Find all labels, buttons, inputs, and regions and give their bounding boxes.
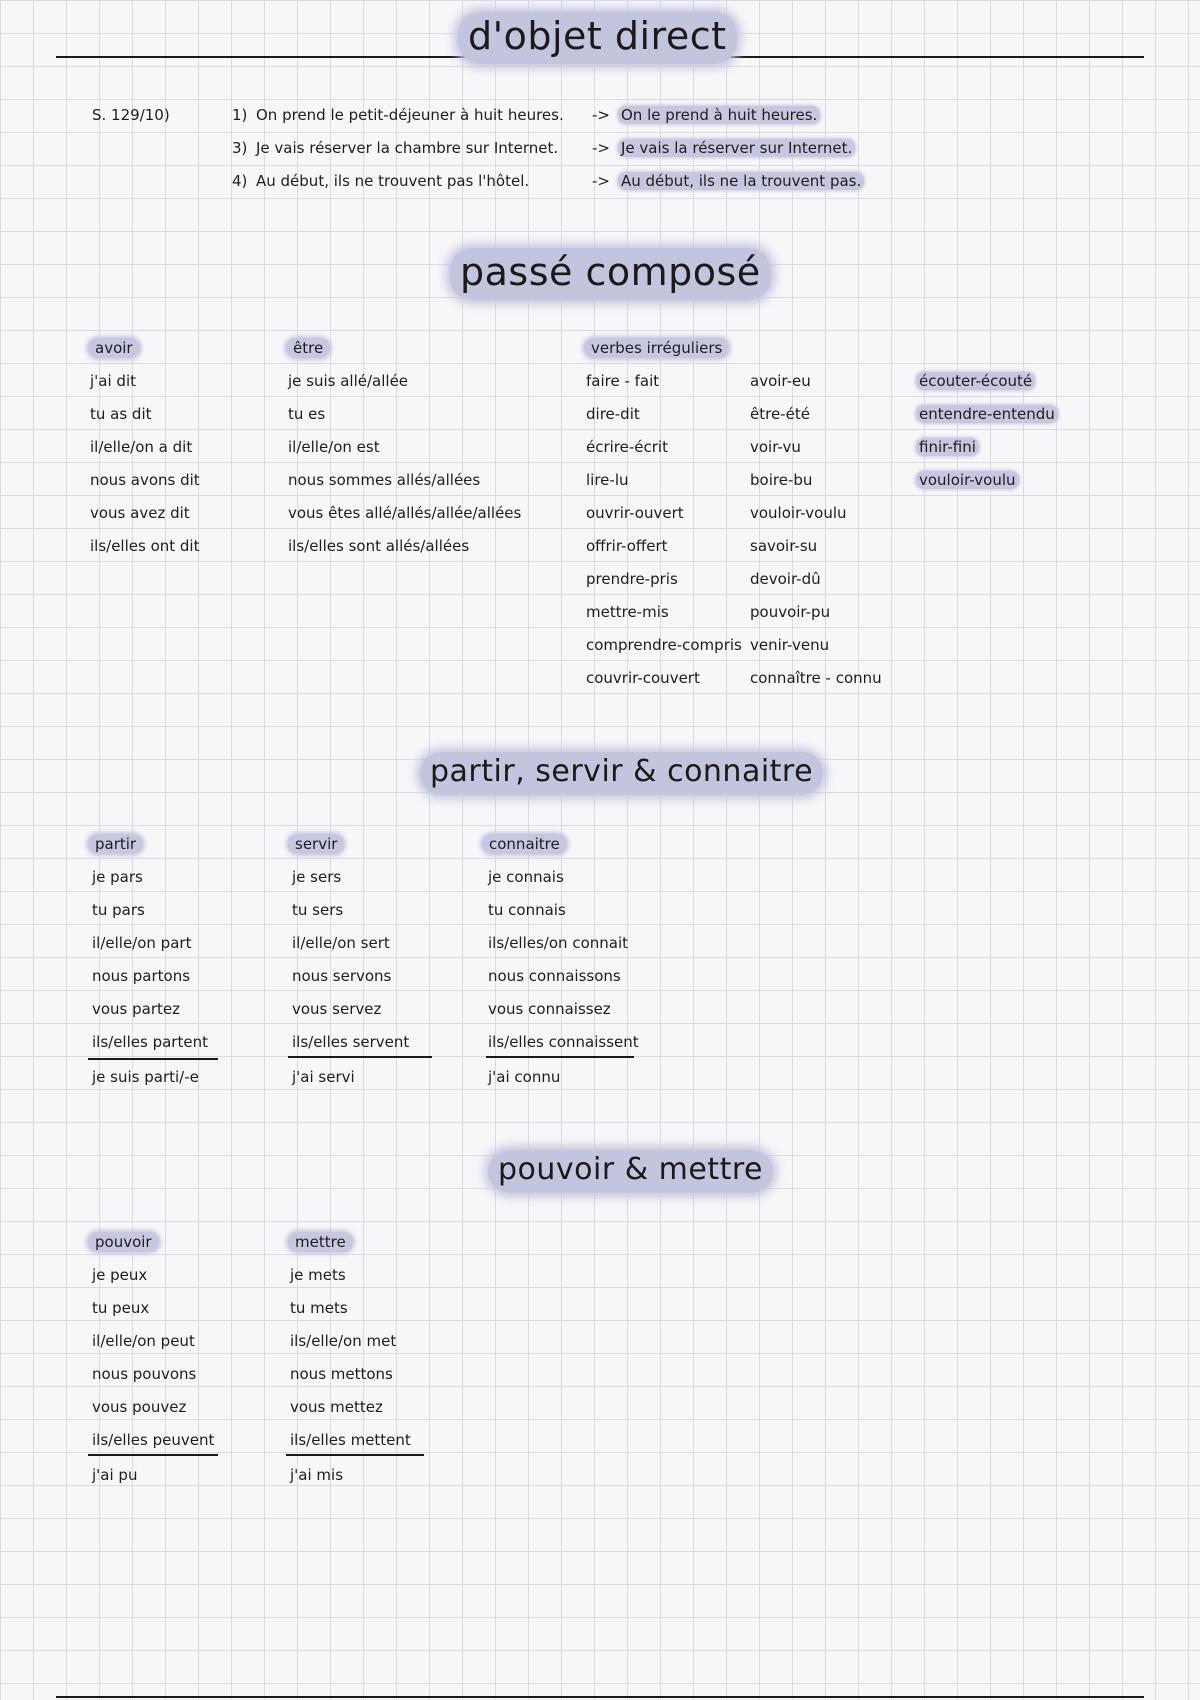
list-item: ils/elles/on connait [488, 934, 628, 952]
section-title-objet-direct: d'objet direct [458, 14, 737, 58]
label-verbes-irreguliers: verbes irréguliers [584, 338, 729, 358]
list-item [916, 471, 1019, 489]
label-pouvoir: pouvoir [88, 1232, 159, 1252]
list-item: nous pouvons [92, 1365, 197, 1383]
list-item: tu es [288, 405, 326, 423]
list-item: lire-lu [586, 471, 629, 489]
divider [88, 1454, 218, 1456]
list-item: il/elle/on est [288, 438, 380, 456]
arrow: -> [592, 172, 610, 190]
list-item: dire-dit [586, 405, 640, 423]
list-item: vous connaissez [488, 1000, 611, 1018]
list-item: nous sommes allés/allées [288, 471, 481, 489]
list-item: prendre-pris [586, 570, 678, 588]
list-item: je sers [292, 868, 342, 886]
list-item: boire-bu [750, 471, 813, 489]
passe-compose-form: je suis parti/-e [92, 1068, 199, 1086]
exercise-answer [618, 139, 855, 157]
list-item: nous servons [292, 967, 392, 985]
list-item: ils/elles connaissent [488, 1033, 639, 1051]
list-item: avoir-eu [750, 372, 811, 390]
exercise-number: 4) [232, 172, 248, 190]
list-item: tu peux [92, 1299, 150, 1317]
section-title-partir-servir-connaitre: partir, servir & connaitre [420, 754, 823, 789]
list-item: je mets [290, 1266, 346, 1284]
arrow: -> [592, 139, 610, 157]
list-item: ils/elles servent [292, 1033, 410, 1051]
list-item: vous servez [292, 1000, 382, 1018]
list-item: tu mets [290, 1299, 348, 1317]
list-item: ils/elles sont allés/allées [288, 537, 470, 555]
list-item: couvrir-couvert [586, 669, 700, 687]
divider [88, 1058, 218, 1060]
list-item: il/elle/on a dit [90, 438, 193, 456]
list-item: vous êtes allé/allés/allée/allées [288, 504, 522, 522]
list-item: savoir-su [750, 537, 818, 555]
exercise-answer-text: Au début, ils ne la trouvent pas. [618, 172, 864, 190]
list-item: vous partez [92, 1000, 181, 1018]
label-partir: partir [88, 834, 143, 854]
list-item: tu pars [92, 901, 145, 919]
passe-compose-form: j'ai servi [292, 1068, 355, 1086]
list-item: offrir-offert [586, 537, 668, 555]
section-title-pouvoir-mettre: pouvoir & mettre [488, 1152, 773, 1187]
exercise-ref: S. 129/10) [92, 106, 170, 124]
list-item: il/elle/on sert [292, 934, 390, 952]
list-item: ils/elles peuvent [92, 1431, 215, 1449]
list-item: tu connais [488, 901, 566, 919]
label-avoir: avoir [88, 338, 140, 358]
section-title-passe-compose: passé composé [450, 250, 771, 294]
list-item: ouvrir-ouvert [586, 504, 684, 522]
exercise-answer [618, 106, 820, 124]
list-item: venir-venu [750, 636, 830, 654]
bottom-rule [56, 1696, 1144, 1698]
list-item: connaître - connu [750, 669, 882, 687]
list-item: être-été [750, 405, 810, 423]
list-item: nous connaissons [488, 967, 621, 985]
list-item: vous avez dit [90, 504, 190, 522]
list-item: nous avons dit [90, 471, 200, 489]
arrow: -> [592, 106, 610, 124]
list-item: il/elle/on part [92, 934, 192, 952]
exercise-sentence: Au début, ils ne trouvent pas l'hôtel. [256, 172, 530, 190]
exercise-answer-text: On le prend à huit heures. [618, 106, 820, 124]
list-item: voir-vu [750, 438, 801, 456]
list-item: devoir-dû [750, 570, 821, 588]
list-item [916, 372, 1035, 390]
list-item: mettre-mis [586, 603, 669, 621]
list-item: ils/elle/on met [290, 1332, 397, 1350]
list-item: nous partons [92, 967, 191, 985]
passe-compose-form: j'ai connu [488, 1068, 561, 1086]
list-item-text: entendre-entendu [916, 405, 1058, 423]
passe-compose-form: j'ai pu [92, 1466, 138, 1484]
list-item: tu as dit [90, 405, 152, 423]
divider [486, 1056, 634, 1058]
list-item: vous pouvez [92, 1398, 187, 1416]
list-item: vouloir-voulu [750, 504, 847, 522]
list-item: faire - fait [586, 372, 660, 390]
list-item: tu sers [292, 901, 344, 919]
exercise-number: 3) [232, 139, 248, 157]
exercise-answer-text: Je vais la réserver sur Internet. [618, 139, 855, 157]
list-item: il/elle/on peut [92, 1332, 195, 1350]
exercise-number: 1) [232, 106, 248, 124]
label-mettre: mettre [288, 1232, 353, 1252]
list-item: je pars [92, 868, 143, 886]
list-item: nous mettons [290, 1365, 393, 1383]
passe-compose-form: j'ai mis [290, 1466, 344, 1484]
label-etre: être [286, 338, 330, 358]
divider [286, 1454, 424, 1456]
list-item: ils/elles ont dit [90, 537, 200, 555]
list-item-text: écouter-écouté [916, 372, 1035, 390]
list-item-text: vouloir-voulu [916, 471, 1019, 489]
list-item: ils/elles mettent [290, 1431, 411, 1449]
list-item: je suis allé/allée [288, 372, 409, 390]
list-item [916, 405, 1058, 423]
list-item: j'ai dit [90, 372, 136, 390]
list-item: ils/elles partent [92, 1033, 208, 1051]
divider [288, 1056, 432, 1058]
list-item-text: finir-fini [916, 438, 979, 456]
exercise-sentence: On prend le petit-déjeuner à huit heures. [256, 106, 564, 124]
label-connaitre: connaitre [482, 834, 567, 854]
list-item: je connais [488, 868, 564, 886]
list-item: comprendre-compris [586, 636, 742, 654]
exercise-sentence: Je vais réserver la chambre sur Internet. [256, 139, 559, 157]
label-servir: servir [288, 834, 344, 854]
exercise-answer [618, 172, 864, 190]
list-item: écrire-écrit [586, 438, 668, 456]
list-item: pouvoir-pu [750, 603, 831, 621]
list-item: je peux [92, 1266, 148, 1284]
list-item [916, 438, 979, 456]
list-item: vous mettez [290, 1398, 383, 1416]
